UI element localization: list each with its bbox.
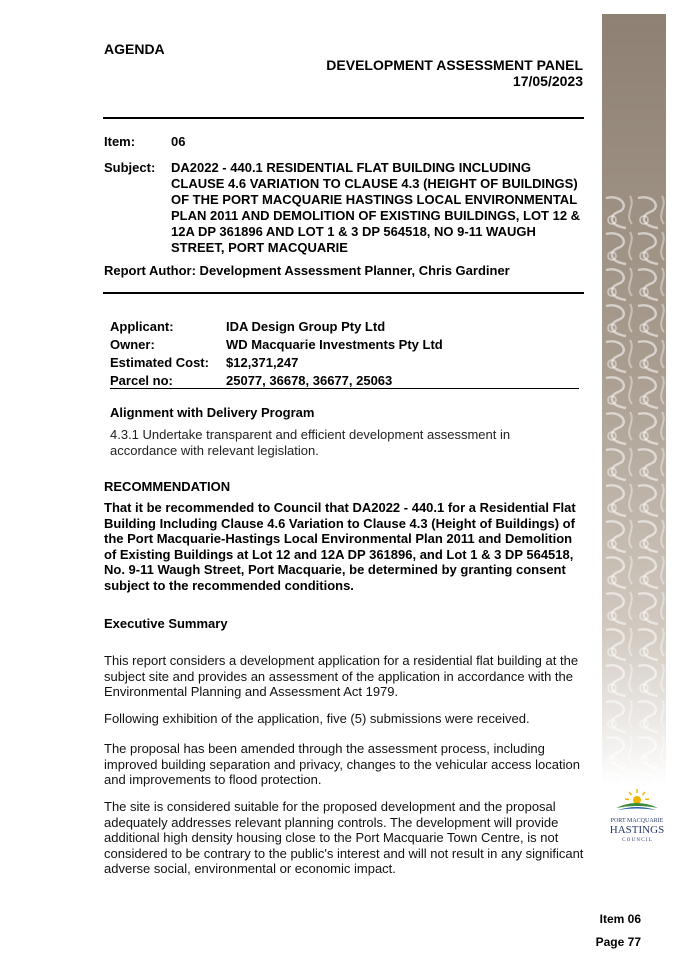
details-divider	[110, 388, 579, 389]
logo-line-2: HASTINGS	[609, 824, 665, 836]
executive-summary-heading: Executive Summary	[104, 616, 228, 631]
detail-value: WD Macquarie Investments Pty Ltd	[226, 337, 443, 352]
subject-label: Subject:	[104, 160, 156, 175]
summary-paragraph: Following exhibition of the application, five (5) submissions were received.	[104, 711, 530, 726]
summary-paragraph: This report considers a development application for a residential flat building at the subject site and provides an assessment of the application in accordance with the Environmental Planning and Assessment Act 1979.	[104, 653, 579, 699]
detail-value: 25077, 36678, 36677, 25063	[226, 373, 393, 388]
header-divider	[103, 117, 584, 119]
footer-item: Item 06	[599, 912, 641, 926]
application-details	[110, 318, 443, 390]
panel-name: DEVELOPMENT ASSESSMENT PANEL	[326, 57, 583, 73]
alignment-heading: Alignment with Delivery Program	[110, 405, 315, 420]
agenda-title: AGENDA	[104, 41, 165, 57]
detail-row	[110, 318, 443, 336]
panel-header	[326, 57, 583, 89]
detail-value: IDA Design Group Pty Ltd	[226, 319, 386, 334]
item-number: 06	[171, 134, 186, 149]
detail-row	[110, 354, 443, 372]
alignment-text: 4.3.1 Undertake transparent and efficient development assessment in accordance with relevant legislation.	[110, 427, 511, 458]
sun-icon	[625, 789, 649, 804]
recommendation-heading: RECOMMENDATION	[104, 479, 231, 494]
detail-label: Owner:	[110, 337, 155, 352]
decorative-pattern-strip	[602, 14, 666, 786]
meeting-date: 17/05/2023	[512, 73, 583, 89]
summary-paragraph: The site is considered suitable for the proposed development and the proposal adequately addresses relevant planning controls. The development will provide additional high density housing close to the Port Macquarie Town Centre, is not considered to be contrary to the public's interest and will not result in any significant adverse social, environmental or economic impact.	[104, 799, 584, 876]
detail-value: $12,371,247	[226, 355, 299, 370]
logo-line-3: C O U N C I L	[622, 838, 652, 843]
item-label: Item:	[104, 134, 136, 149]
summary-paragraph: The proposal has been amended through the assessment process, including improved building separation and privacy, changes to the vehicular access location and improvements to flood protection.	[104, 741, 580, 787]
detail-label: Applicant:	[110, 319, 174, 334]
detail-label: Parcel no:	[110, 373, 173, 388]
author-divider	[103, 292, 584, 294]
footer-page: Page 77	[595, 935, 641, 949]
subject-text: DA2022 - 440.1 RESIDENTIAL FLAT BUILDING INCLUDING CLAUSE 4.6 VARIATION TO CLAUSE 4.3 (HEIGHT OF BUILDINGS) OF THE PORT MACQUARIE HASTINGS LOCAL ENVIRONMENTAL PLAN 2011 AND DEMOLITION OF EXISTING BUILDINGS, LOT 12 & 12A DP 361896 AND LOT 1 & 3 DP 564518, NO 9-11 WAUGH STREET, PORT MACQUARIE	[171, 160, 581, 255]
logo-line-1: PORT MACQUARIE	[610, 818, 664, 824]
detail-label: Estimated Cost:	[110, 355, 209, 370]
detail-row	[110, 336, 443, 354]
council-logo	[602, 786, 672, 846]
report-author: Report Author: Development Assessment Planner, Chris Gardiner	[104, 263, 510, 278]
wave-icon	[618, 807, 656, 810]
recommendation-text: That it be recommended to Council that DA2022 - 440.1 for a Residential Flat Building Including Clause 4.6 Variation to Clause 4.3 (Height of Buildings) of the Port Macquarie-Hastings Local Environmental Plan 2011 and Demolition of Existing Buildings at Lot 12 and 12A DP 361896, and Lot 1 & 3 DP 564518, No. 9-11 Waugh Street, Port Macquarie, be determined by granting consent subject to the recommended conditions.	[104, 500, 576, 593]
